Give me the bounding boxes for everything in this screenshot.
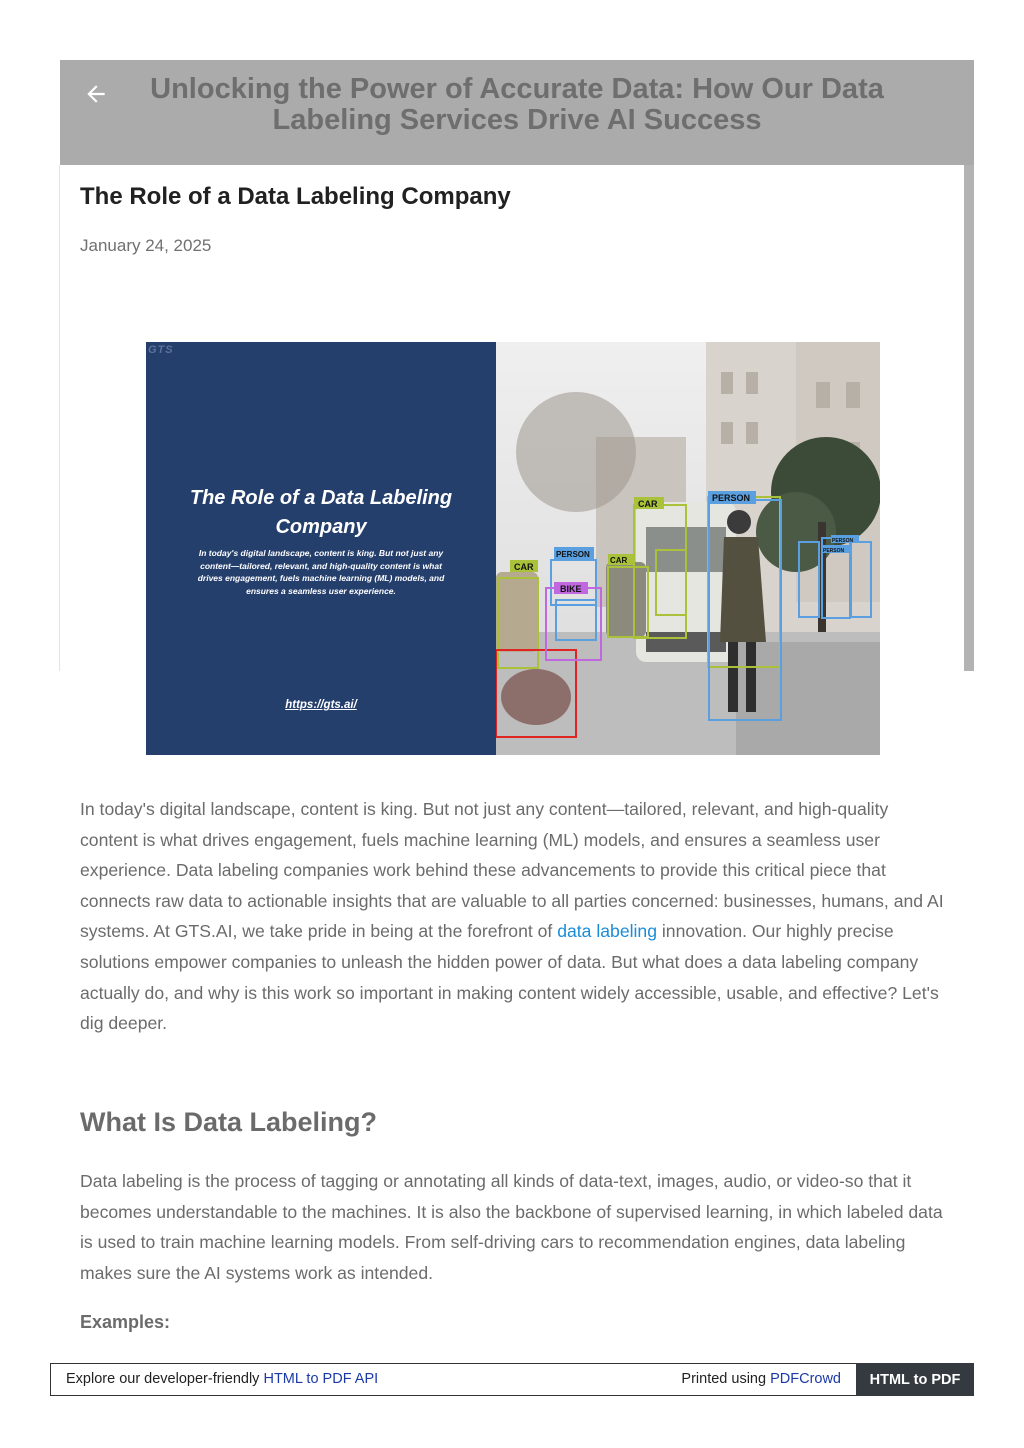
hero-heading: The Role of a Data Labeling Company: [189, 487, 453, 538]
label-car-1: CAR: [514, 562, 534, 572]
hero-url: https://gts.ai/: [285, 699, 357, 711]
content-border: [59, 165, 60, 671]
hero-text-panel: [146, 342, 496, 755]
html-to-pdf-api-link[interactable]: HTML to PDF API: [263, 1371, 379, 1387]
data-labeling-link[interactable]: data labeling: [557, 921, 657, 942]
section-heading: What Is Data Labeling?: [80, 1107, 378, 1137]
hero-subtext: In today's digital landscape, content is king. But not just any content—tailored, relevant, and high-quality content is what drives engagement, fuels machine learning (ML) models, and ensures a seamless user experience.: [197, 548, 445, 596]
examples-label: Examples:: [80, 1312, 171, 1332]
footer-left-label: Explore our developer-friendly: [66, 1371, 264, 1387]
label-person-3: PERSON: [823, 548, 845, 554]
label-person-4: PERSON: [832, 538, 854, 544]
page-header: [60, 60, 974, 165]
arrow-left-icon: [83, 81, 109, 107]
post-title: The Role of a Data Labeling Company: [80, 183, 511, 210]
pdfcrowd-link[interactable]: PDFCrowd: [770, 1371, 841, 1387]
hero-image: [146, 342, 880, 755]
scrollbar[interactable]: [964, 165, 974, 671]
intro-text-a: In today's digital landscape, content is king. But not just any content—tailored, relevant, and high-quality content is what drives engagement, fuels machine learning (ML) models, and ensures a seamless user experience. Data labeling companies work behind these advancements to provide this critical piece that connects raw data to actionable insights that are valuable to all parties concerned: businesses, humans, and AI systems. At GTS.AI, we take pride in being at the forefront of: [80, 799, 944, 942]
html-to-pdf-button[interactable]: HTML to PDF: [856, 1363, 974, 1396]
intro-text-b: innovation. Our highly precise solutions empower companies to unleash the hidden power of data. But what does a data labeling company actually do, and why is this work so important in making content widely accessible, usable, and effective? Let's dig deeper.: [80, 921, 939, 1034]
label-person-1: PERSON: [712, 493, 751, 503]
label-car-3: CAR: [610, 556, 628, 565]
footer-left-text: [66, 1371, 378, 1387]
label-person-2: PERSON: [556, 550, 590, 559]
footer-printed-text: [681, 1371, 841, 1387]
definition-paragraph: Data labeling is the process of tagging or annotating all kinds of data-text, images, audio, or video-so that it becomes understandable to the machines. It is also the backbone of supervised learning, in which labeled data is used to train machine learning models. From self-driving cars to recommendation engines, data labeling makes sure the AI systems work as intended.: [80, 1171, 943, 1283]
gts-logo: GTS: [148, 344, 174, 356]
label-car-2: CAR: [638, 499, 658, 509]
post-date: January 24, 2025: [80, 236, 212, 255]
street-scene-illustration: [496, 342, 880, 755]
footer-printed-label: Printed using: [681, 1371, 771, 1387]
pdf-footer-banner: [50, 1363, 974, 1396]
page-title: Unlocking the Power of Accurate Data: How Our Data Labeling Services Drive AI Success: [150, 73, 884, 136]
intro-paragraph: [80, 794, 946, 1039]
back-button[interactable]: [78, 76, 114, 112]
label-bike: BIKE: [560, 584, 582, 594]
